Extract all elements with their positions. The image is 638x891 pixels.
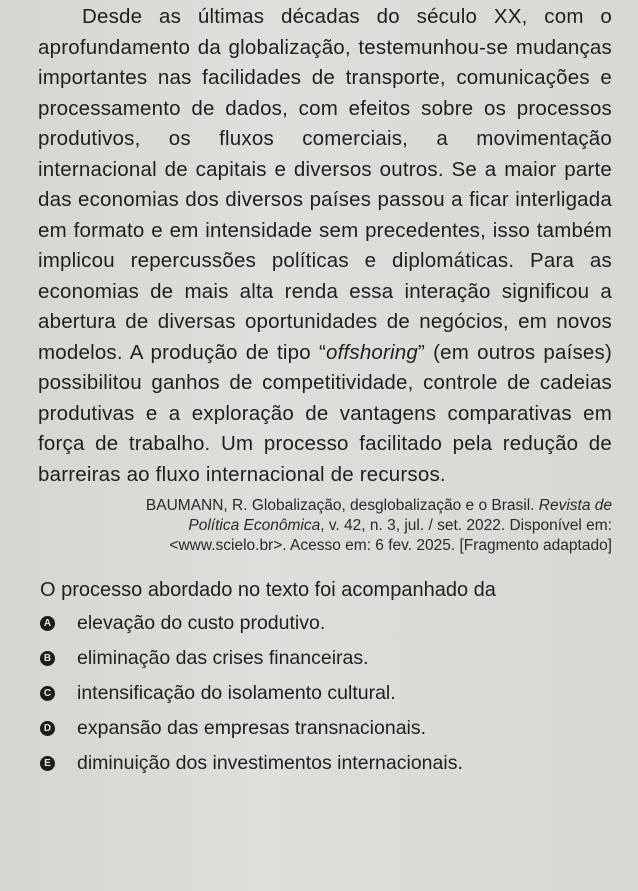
option-b[interactable] xyxy=(38,641,612,676)
citation-details: , v. 42, n. 3, jul. / set. 2022. Disponível em: <www.scielo.br>. Acesso em: 6 fev. 2025. [Fragmento adaptado] xyxy=(169,517,612,554)
offshoring-term: offshoring xyxy=(325,340,419,364)
option-b-text: eliminação das crises financeiras. xyxy=(77,647,369,669)
citation-journal: Revista de Política Econômica xyxy=(188,497,612,534)
option-e[interactable] xyxy=(38,746,612,781)
source-citation xyxy=(96,496,612,556)
question-stem: O processo abordado no texto foi acompanhado da xyxy=(40,579,496,601)
citation-author-title: BAUMANN, R. Globalização, desglobalização e o Brasil. xyxy=(145,497,535,514)
option-a-text: elevação do custo produtivo. xyxy=(77,612,326,634)
passage-sentence-2: Se a maior parte das economias dos diversos países passou a ficar interligada em formato e em intensidade sem precedentes, isso também implicou repercussões políticas e diplomáticas. xyxy=(38,157,612,272)
option-a[interactable] xyxy=(38,606,612,641)
passage-text xyxy=(38,0,612,490)
passage-sentence-4: Um processo facilitado pela redução de barreiras ao fluxo internacional de recursos. xyxy=(38,432,612,486)
option-c-text: intensificação do isolamento cultural. xyxy=(77,682,396,704)
option-b-badge-icon: B xyxy=(40,651,55,666)
passage-sentence-3a: Para as economias de mais alta renda essa interação significou a abertura de diversas oportunidades de negócios, em novos modelos. A produção de tipo “ xyxy=(38,249,612,364)
option-d-text: expansão das empresas transnacionais. xyxy=(77,717,427,739)
option-e-badge-icon: E xyxy=(40,756,55,771)
passage-sentence-1: Desde as últimas décadas do século XX, com o aprofundamento da globalização, testemunhou-se mudanças importantes nas facilidades de transporte, comunicações e processamento de dados, com efeitos sobre os processos produtivos, os fluxos comerciais, a movimentação internacional de capitais e diversos outros. xyxy=(38,5,612,181)
option-d-badge-icon: D xyxy=(40,721,55,736)
option-d[interactable] xyxy=(38,711,612,746)
option-c[interactable] xyxy=(38,676,612,711)
passage-sentence-3b: ” (em outros países) possibilitou ganhos de competitividade, controle de cadeias produtivas e a exploração de vantagens comparativas em força de trabalho. xyxy=(38,340,612,455)
option-a-badge-icon: A xyxy=(40,616,55,631)
option-c-badge-icon: C xyxy=(40,686,55,701)
option-e-text: diminuição dos investimentos internacionais. xyxy=(77,752,463,774)
answer-options xyxy=(38,606,612,781)
